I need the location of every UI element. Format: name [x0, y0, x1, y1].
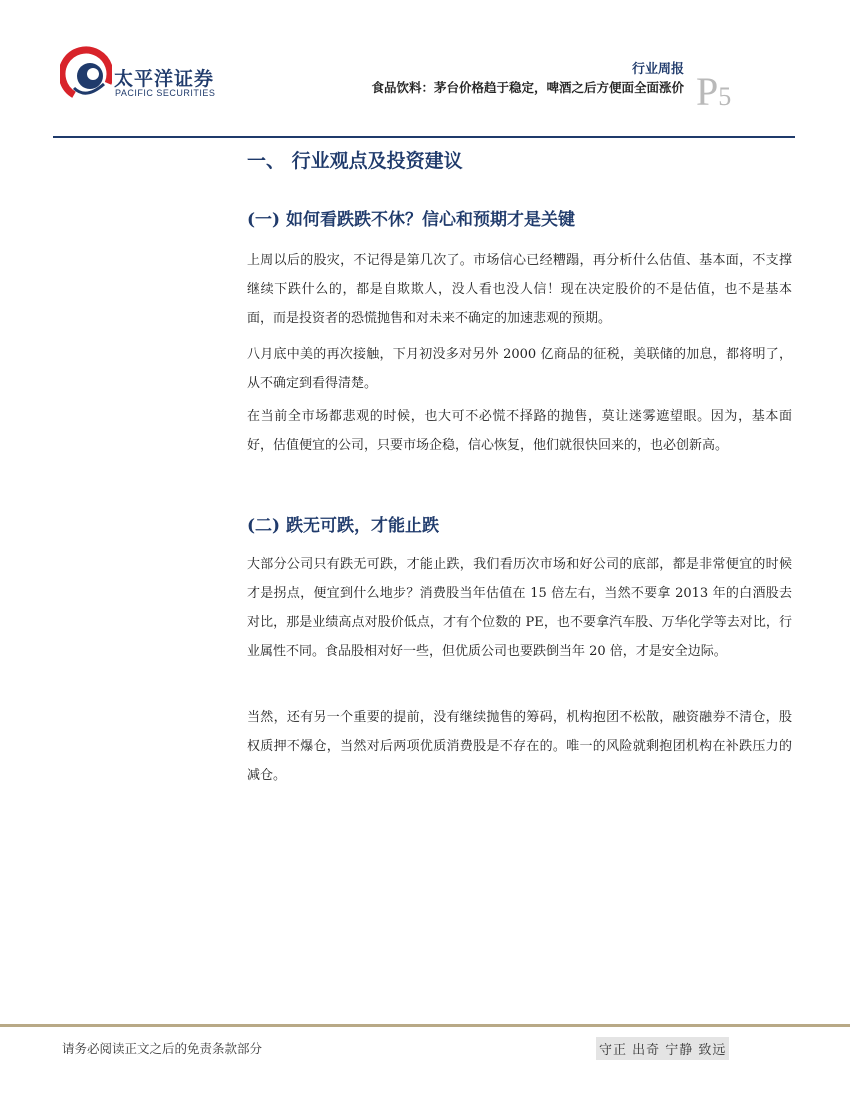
- logo-chinese-name: 太平洋证券: [114, 68, 215, 90]
- page-header: [0, 0, 850, 140]
- paragraph-2-1: 大部分公司只有跌无可跌，才能止跌，我们看历次市场和好公司的底部，都是非常便宜的时候才是拐点，便宜到什么地步？消费股当年估值在 15 倍左右，当然不要拿 2013 年的白酒股去对比，那是业绩高点对股价低点，才有个位数的 PE，也不要拿汽车股、万华化学等去对比，行业属性不同。食品股相对好一些，但优质公司也要跌倒当年 20 倍，才是安全边际。: [247, 557, 792, 659]
- footer-disclaimer: 请务必阅读正文之后的免责条款部分: [62, 1041, 263, 1056]
- footer-motto: 守正 出奇 宁静 致远: [596, 1037, 729, 1060]
- paragraph-1-2: 八月底中美的再次接触，下月初没多对另外 2000 亿商品的征税，美联储的加息，都将明了，从不确定到看得清楚。: [247, 347, 792, 391]
- paragraph-2-2: 当然，还有另一个重要的提前，没有继续抛售的筹码，机构抱团不松散，融资融券不清仓，股权质押不爆仓，当然对后两项优质消费股是不存在的。唯一的风险就剩抱团机构在补跌压力的减仓。: [247, 710, 792, 783]
- pacific-logo-icon: [60, 44, 112, 104]
- page-number-value: 5: [718, 82, 732, 111]
- subsection-title-2: (二) 跌无可跌，才能止跌: [247, 516, 440, 536]
- paragraph-1-3: 在当前全市场都悲观的时候，也大可不必慌不择路的抛售，莫让迷雾遮望眼。因为，基本面好，估值便宜的公司，只要市场企稳，信心恢复，他们就很快回来的，也必创新高。: [247, 409, 792, 453]
- paragraph-1-1: 上周以后的股灾，不记得是第几次了。市场信心已经糟蹋，再分析什么估值、基本面，不支撑继续下跌什么的，都是自欺欺人，没人看也没人信！现在决定股价的不是估值，也不是基本面，而是投资者的恐慌抛售和对未来不确定的加速悲观的预期。: [247, 253, 792, 326]
- page-number: [696, 69, 732, 117]
- header-divider: [53, 136, 795, 138]
- footer-divider: [0, 1024, 850, 1027]
- report-type: 行业周报: [631, 62, 684, 77]
- company-logo: [60, 44, 230, 104]
- page-prefix: P: [696, 69, 719, 114]
- subsection-title-1: (一) 如何看跌跌不休？信心和预期才是关键: [247, 210, 576, 230]
- report-title: 食品饮料：茅台价格趋于稳定，啤酒之后方便面全面涨价: [371, 80, 684, 95]
- section-title: 一、 行业观点及投资建议: [247, 150, 463, 172]
- logo-english-name: PACIFIC SECURITIES: [115, 88, 216, 98]
